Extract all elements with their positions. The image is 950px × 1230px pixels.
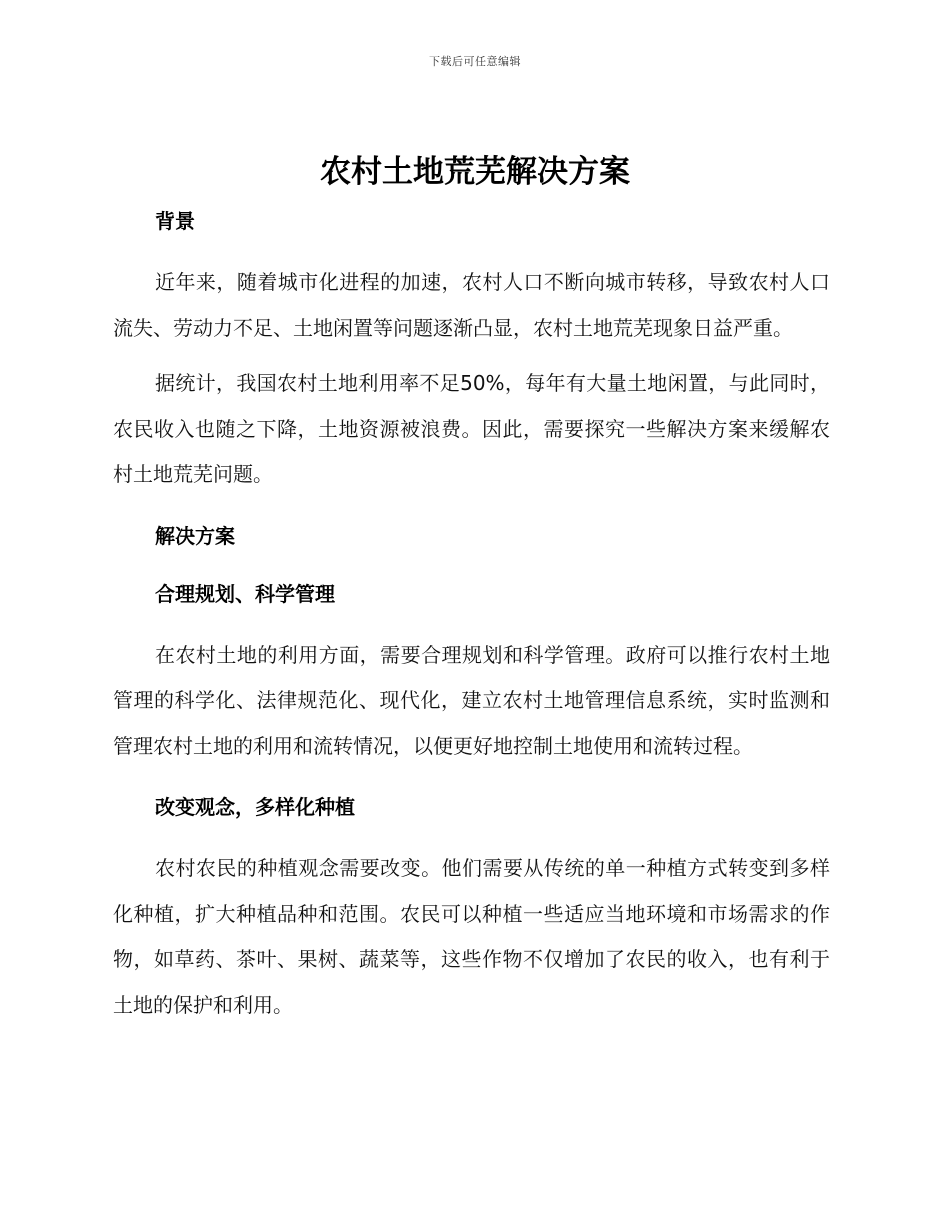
subsection-heading-planning: 合理规划、科学管理 bbox=[155, 581, 335, 606]
paragraph-planning: 在农村土地的利用方面，需要合理规划和科学管理。政府可以推行农村土地管理的科学化、法律规范化、现代化，建立农村土地管理信息系统，实时监测和管理农村土地的利用和流转情况，以便更好地控制土地使用和流转过程。 bbox=[113, 642, 830, 758]
paragraph-background-2: 据统计，我国农村土地利用率不足50%，每年有大量土地闲置，与此同时，农民收入也随之下降，土地资源被浪费。因此，需要探究一些解决方案来缓解农村土地荒芜问题。 bbox=[113, 371, 830, 486]
subsection-heading-diversified-planting: 改变观念，多样化种植 bbox=[155, 795, 355, 819]
paragraph-diversified-planting: 农村农民的种植观念需要改变。他们需要从传统的单一种植方式转变到多样化种植，扩大种植品种和范围。农民可以种植一些适应当地环境和市场需求的作物，如草药、茶叶、果树、蔬菜等，这些作物不仅增加了农民的收入，也有利于土地的保护和利用。 bbox=[113, 856, 830, 1017]
section-heading-background: 背景 bbox=[155, 209, 195, 233]
page-header-note: 下载后可任意编辑 bbox=[429, 55, 521, 68]
section-heading-solutions: 解决方案 bbox=[155, 523, 235, 548]
document-body bbox=[113, 205, 830, 1028]
document-title: 农村土地荒芜解决方案 bbox=[320, 154, 630, 190]
paragraph-background-1: 近年来，随着城市化进程的加速，农村人口不断向城市转移，导致农村人口流失、劳动力不足、土地闲置等问题逐渐凸显，农村土地荒芜现象日益严重。 bbox=[113, 270, 830, 340]
